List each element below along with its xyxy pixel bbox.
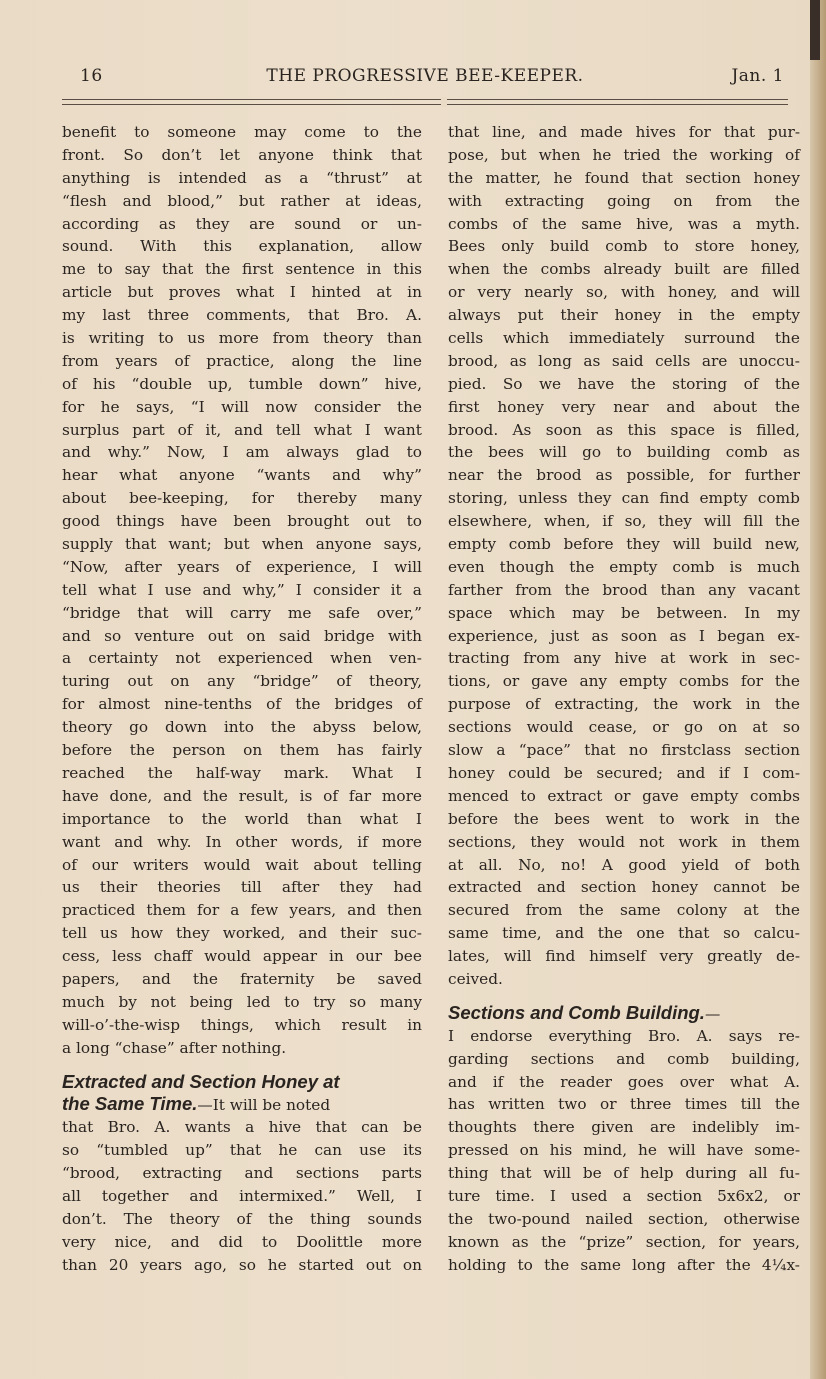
text-line: for he says, “I will now consider the (62, 397, 422, 416)
text-line: a certainty not experienced when ven- (62, 649, 422, 668)
text-line: known as the “prize” section, for years, (448, 1232, 800, 1251)
text-line: me to say that the first sentence in this (62, 260, 422, 279)
text-line: hear what anyone “wants and why” (62, 466, 422, 485)
text-line: space which may be between. In my (448, 603, 800, 622)
text-line: secured from the same colony at the (448, 901, 800, 920)
text-line: for almost nine-tenths of the bridges of (62, 695, 422, 714)
text-line: us their theories till after they had (62, 878, 422, 897)
page-number: 16 (80, 66, 103, 86)
text-line: lates, will find himself very greatly de- (448, 947, 800, 966)
section-heading-sections (448, 1002, 800, 1025)
text-line: from years of practice, along the line (62, 351, 422, 370)
text-line: much by not being led to try so many (62, 992, 422, 1011)
text-line: elsewhere, when, if so, they will fill the (448, 512, 800, 531)
text-line: don’t. The theory of the thing sounds (62, 1209, 422, 1228)
text-line: always put their honey in the empty (448, 306, 800, 325)
text-line: I endorse everything Bro. A. says re- (448, 1026, 800, 1045)
left-paragraph-2 (62, 1116, 422, 1276)
text-line: when the combs already built are filled (448, 260, 800, 279)
text-line: pose, but when he tried the working of (448, 145, 800, 164)
text-line: pied. So we have the storing of the (448, 374, 800, 393)
right-paragraph-2 (448, 1025, 800, 1277)
text-line: sound. With this explanation, allow (62, 237, 422, 256)
page-edge (810, 0, 826, 1379)
left-paragraph-1 (62, 121, 422, 1060)
text-line: turing out on any “bridge” of theory, (62, 672, 422, 691)
left-column (62, 121, 422, 1277)
text-line: at all. No, no! A good yield of both (448, 855, 800, 874)
text-line: surplus part of it, and tell what I want (62, 420, 422, 439)
text-line: tions, or gave any empty combs for the (448, 672, 800, 691)
section-heading-tail: —It will be noted (197, 1096, 331, 1115)
text-line: ceived. (448, 969, 503, 988)
journal-title: THE PROGRESSIVE BEE-KEEPER. (266, 66, 584, 86)
header-rule-gap (441, 97, 447, 107)
text-line: anything is intended as a “thrust” at (62, 168, 422, 187)
header-rule-top (62, 99, 788, 100)
text-line: tell what I use and why,” I consider it a (62, 580, 422, 599)
right-column (448, 121, 800, 1277)
text-line: before the person on them has fairly (62, 741, 422, 760)
text-line: same time, and the one that so calcu- (448, 924, 800, 943)
section-heading-extracted (62, 1071, 422, 1094)
text-line: want and why. In other words, if more (62, 832, 422, 851)
text-line: pressed on his mind, he will have some- (448, 1141, 800, 1160)
section-heading-comb-tail: — (704, 1004, 721, 1023)
text-line: thing that will be of help during all fu- (448, 1164, 800, 1183)
text-line: very nice, and did to Doolittle more (62, 1232, 422, 1251)
text-line: supply that want; but when anyone says, (62, 535, 422, 554)
text-line: first honey very near and about the (448, 397, 800, 416)
text-line: farther from the brood than any vacant (448, 580, 800, 599)
text-line: even though the empty comb is much (448, 557, 800, 576)
text-line: the two-pound nailed section, otherwise (448, 1209, 800, 1228)
text-line: empty comb before they will build new, (448, 535, 800, 554)
text-line: Bees only build comb to store honey, (448, 237, 800, 256)
text-line: all together and intermixed.” Well, I (62, 1186, 422, 1205)
text-line: that Bro. A. wants a hive that can be (62, 1118, 422, 1137)
text-line: with extracting going on from the (448, 191, 800, 210)
header-rule-bottom (62, 104, 788, 105)
text-line: or very nearly so, with honey, and will (448, 283, 800, 302)
text-line: tell us how they worked, and their suc- (62, 924, 422, 943)
text-line: experience, just as soon as I began ex- (448, 626, 800, 645)
text-line: slow a “pace” that no firstclass section (448, 741, 800, 760)
text-line: front. So don’t let anyone think that (62, 145, 422, 164)
text-line: importance to the world than what I (62, 809, 422, 828)
text-line: and why.” Now, I am always glad to (62, 443, 422, 462)
text-line: holding to the same long after the 4¼x- (448, 1255, 800, 1274)
text-line: according as they are sound or un- (62, 214, 422, 233)
page-edge-shadow (810, 0, 820, 60)
text-line: will-o’-the-wisp things, which result in (62, 1015, 422, 1034)
text-line: of his “double up, tumble down” hive, (62, 374, 422, 393)
running-header (62, 66, 788, 94)
text-line: reached the half-way mark. What I (62, 763, 422, 782)
section-heading-line-2: the Same Time. (62, 1093, 198, 1115)
text-line: theory go down into the abyss below, (62, 718, 422, 737)
text-line: tracting from any hive at work in sec- (448, 649, 800, 668)
section-heading-comb: Sections and Comb Building. (448, 1001, 705, 1023)
text-line: my last three comments, that Bro. A. (62, 306, 422, 325)
text-line: than 20 years ago, so he started out on (62, 1255, 422, 1274)
text-line: ture time. I used a section 5x6x2, or (448, 1186, 800, 1205)
section-heading-line-1: Extracted and Section Honey at (62, 1070, 340, 1092)
text-line: “Now, after years of experience, I will (62, 557, 422, 576)
text-line: thoughts there given are indelibly im- (448, 1118, 800, 1137)
text-line: the matter, he found that section honey (448, 168, 800, 187)
text-line: brood, as long as said cells are unoccu- (448, 351, 800, 370)
text-line: cess, less chaff would appear in our bee (62, 947, 422, 966)
text-line: and so venture out on said bridge with (62, 626, 422, 645)
text-line: storing, unless they can find empty comb (448, 489, 800, 508)
text-line: of our writers would wait about telling (62, 855, 422, 874)
text-line: good things have been brought out to (62, 512, 422, 531)
right-paragraph-1 (448, 121, 800, 991)
text-line: benefit to someone may come to the (62, 123, 422, 141)
text-line: “brood, extracting and sections parts (62, 1164, 422, 1183)
text-line: article but proves what I hinted at in (62, 283, 422, 302)
text-line: a long “chase” after nothing. (62, 1038, 287, 1057)
text-line: papers, and the fraternity be saved (62, 969, 422, 988)
text-line: garding sections and comb building, (448, 1049, 800, 1068)
text-line: so “tumbled up” that he can use its (62, 1141, 422, 1160)
text-line: the bees will go to building comb as (448, 443, 800, 462)
text-line: near the brood as possible, for further (448, 466, 800, 485)
text-line: combs of the same hive, was a myth. (448, 214, 800, 233)
text-line: about bee-keeping, for thereby many (62, 489, 422, 508)
text-line: and if the reader goes over what A. (448, 1072, 800, 1091)
text-line: before the bees went to work in the (448, 809, 800, 828)
text-line: practiced them for a few years, and then (62, 901, 422, 920)
text-line: “flesh and blood,” but rather at ideas, (62, 191, 422, 210)
text-line: cells which immediately surround the (448, 329, 800, 348)
issue-date: Jan. 1 (731, 66, 784, 86)
text-line: honey could be secured; and if I com- (448, 763, 800, 782)
text-line: have done, and the result, is of far more (62, 786, 422, 805)
text-line: “bridge that will carry me safe over,” (62, 603, 422, 622)
text-line: is writing to us more from theory than (62, 329, 422, 348)
section-heading-extracted-cont (62, 1093, 422, 1116)
text-line: menced to extract or gave empty combs (448, 786, 800, 805)
text-line: sections, they would not work in them (448, 832, 800, 851)
text-line: extracted and section honey cannot be (448, 878, 800, 897)
text-line: brood. As soon as this space is filled, (448, 420, 800, 439)
text-line: has written two or three times till the (448, 1095, 800, 1114)
text-line: that line, and made hives for that pur- (448, 123, 800, 141)
text-line: purpose of extracting, the work in the (448, 695, 800, 714)
text-line: sections would cease, or go on at so (448, 718, 800, 737)
